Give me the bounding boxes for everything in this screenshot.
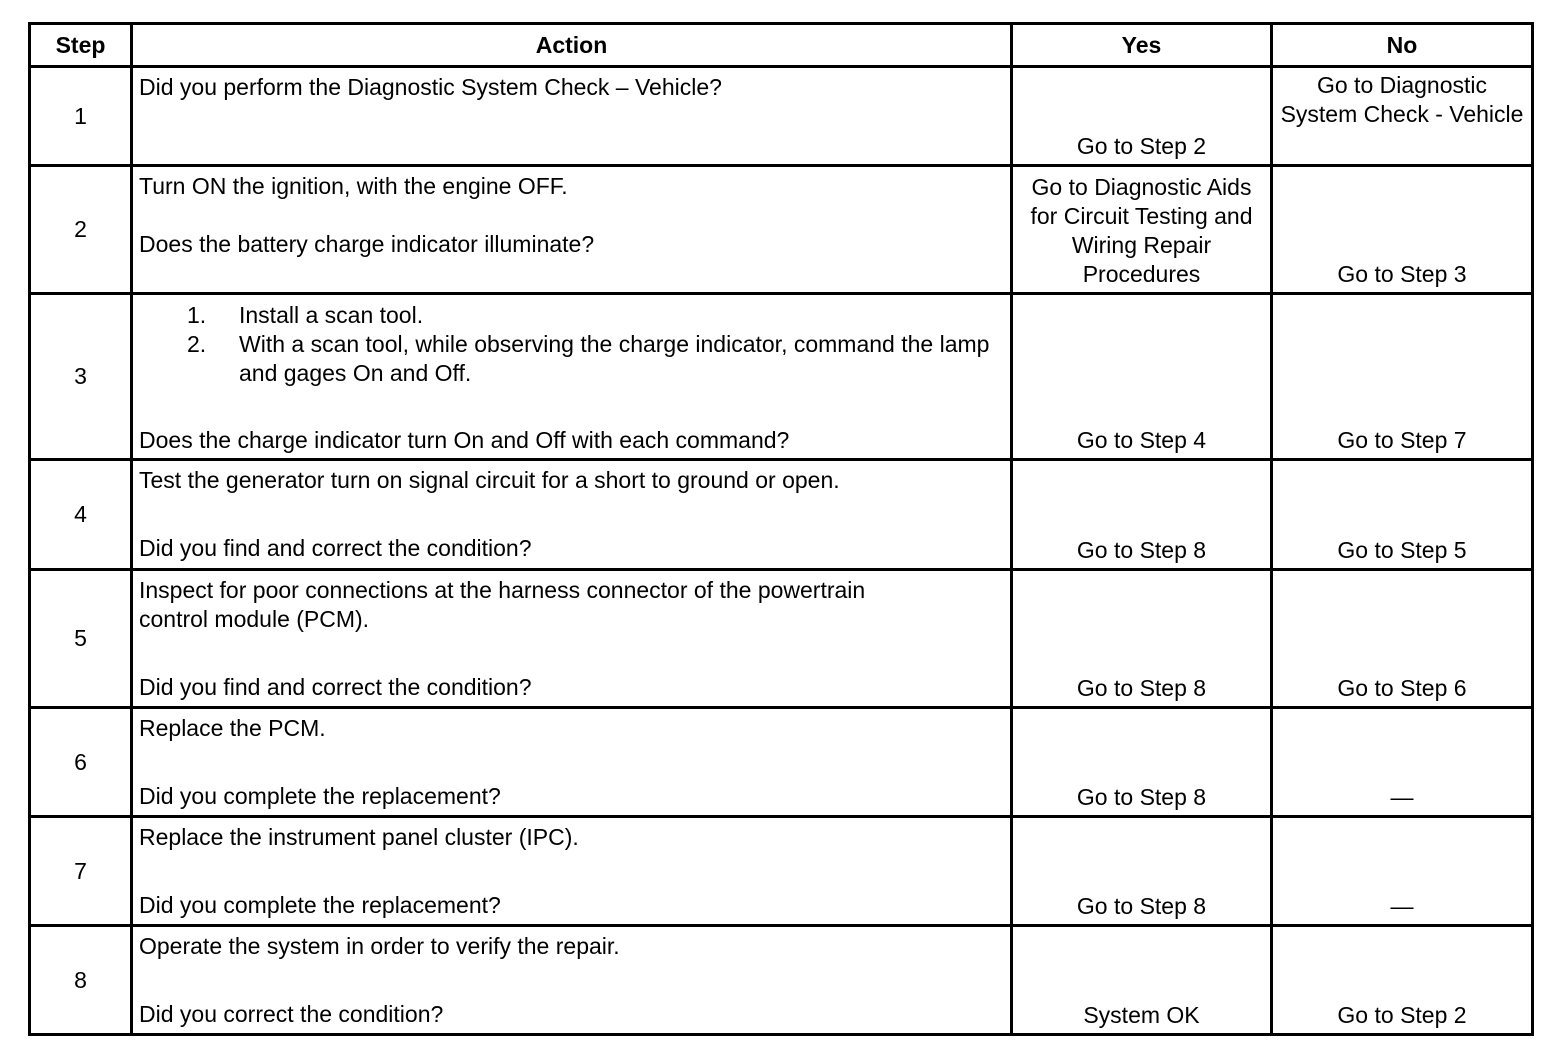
action-cell (132, 817, 1012, 926)
action-text: Replace the instrument panel cluster (IPC). (139, 824, 579, 850)
yes-cell: Go to Step 8 (1012, 460, 1272, 570)
no-cell: Go to Step 5 (1272, 460, 1533, 570)
action-text: Replace the PCM. (139, 715, 326, 741)
no-cell: — (1272, 708, 1533, 817)
header-action: Action (132, 24, 1012, 67)
step-number: 5 (30, 570, 132, 708)
step-number: 4 (30, 460, 132, 570)
step-number: 2 (30, 166, 132, 294)
action-question: Did you find and correct the condition? (139, 674, 532, 700)
action-question: Did you complete the replacement? (139, 783, 501, 809)
table-row (30, 926, 1533, 1035)
action-cell (132, 67, 1012, 166)
header-row (30, 24, 1533, 67)
list-item (187, 301, 1004, 330)
action-cell (132, 294, 1012, 460)
action-question: Did you complete the replacement? (139, 892, 501, 918)
yes-cell: Go to Step 2 (1012, 67, 1272, 166)
yes-cell: System OK (1012, 926, 1272, 1035)
yes-cell: Go to Step 8 (1012, 570, 1272, 708)
action-question: Did you find and correct the condition? (139, 535, 532, 561)
step-number: 3 (30, 294, 132, 460)
no-cell: Go to Step 3 (1272, 166, 1533, 294)
action-text: Inspect for poor connections at the harness connector of the powertrain control module (PCM). (139, 577, 872, 632)
table-row (30, 294, 1533, 460)
no-cell: Go to Step 6 (1272, 570, 1533, 708)
yes-cell: Go to Step 4 (1012, 294, 1272, 460)
list-item-number: 2. (187, 331, 207, 357)
list-item-text: With a scan tool, while observing the charge indicator, command the lamp and gages On and Off. (239, 331, 990, 386)
table-row (30, 460, 1533, 570)
list-item-text: Install a scan tool. (239, 302, 424, 328)
table-row (30, 67, 1533, 166)
header-step: Step (30, 24, 132, 67)
header-no: No (1272, 24, 1533, 67)
table-row (30, 166, 1533, 294)
table-row (30, 708, 1533, 817)
header-yes: Yes (1012, 24, 1272, 67)
table-row (30, 817, 1533, 926)
diagnostic-table-container (28, 22, 1531, 1036)
diagnostic-table (28, 22, 1534, 1036)
list-item-number: 1. (187, 302, 207, 328)
yes-cell: Go to Diagnostic Aids for Circuit Testing and Wiring Repair Procedures (1012, 166, 1272, 294)
yes-cell: Go to Step 8 (1012, 708, 1272, 817)
list-item (187, 330, 1004, 388)
action-question: Did you correct the condition? (139, 1001, 444, 1027)
no-cell: — (1272, 817, 1533, 926)
no-cell: Go to Step 7 (1272, 294, 1533, 460)
no-cell: Go to Diagnostic System Check - Vehicle (1272, 67, 1533, 166)
action-cell (132, 460, 1012, 570)
action-text: Operate the system in order to verify the repair. (139, 933, 620, 959)
action-text: Turn ON the ignition, with the engine OFF. (139, 173, 568, 199)
action-cell (132, 570, 1012, 708)
action-cell (132, 926, 1012, 1035)
yes-cell: Go to Step 8 (1012, 817, 1272, 926)
action-text: Did you perform the Diagnostic System Check – Vehicle? (139, 74, 722, 100)
step-number: 8 (30, 926, 132, 1035)
step-number: 7 (30, 817, 132, 926)
action-cell (132, 708, 1012, 817)
step-number: 1 (30, 67, 132, 166)
no-cell: Go to Step 2 (1272, 926, 1533, 1035)
action-cell (132, 166, 1012, 294)
step-number: 6 (30, 708, 132, 817)
action-steps-list (139, 301, 1004, 388)
table-row (30, 570, 1533, 708)
action-text: Test the generator turn on signal circuit for a short to ground or open. (139, 467, 840, 493)
action-question: Does the charge indicator turn On and Off with each command? (139, 427, 790, 453)
action-question: Does the battery charge indicator illuminate? (139, 231, 595, 257)
